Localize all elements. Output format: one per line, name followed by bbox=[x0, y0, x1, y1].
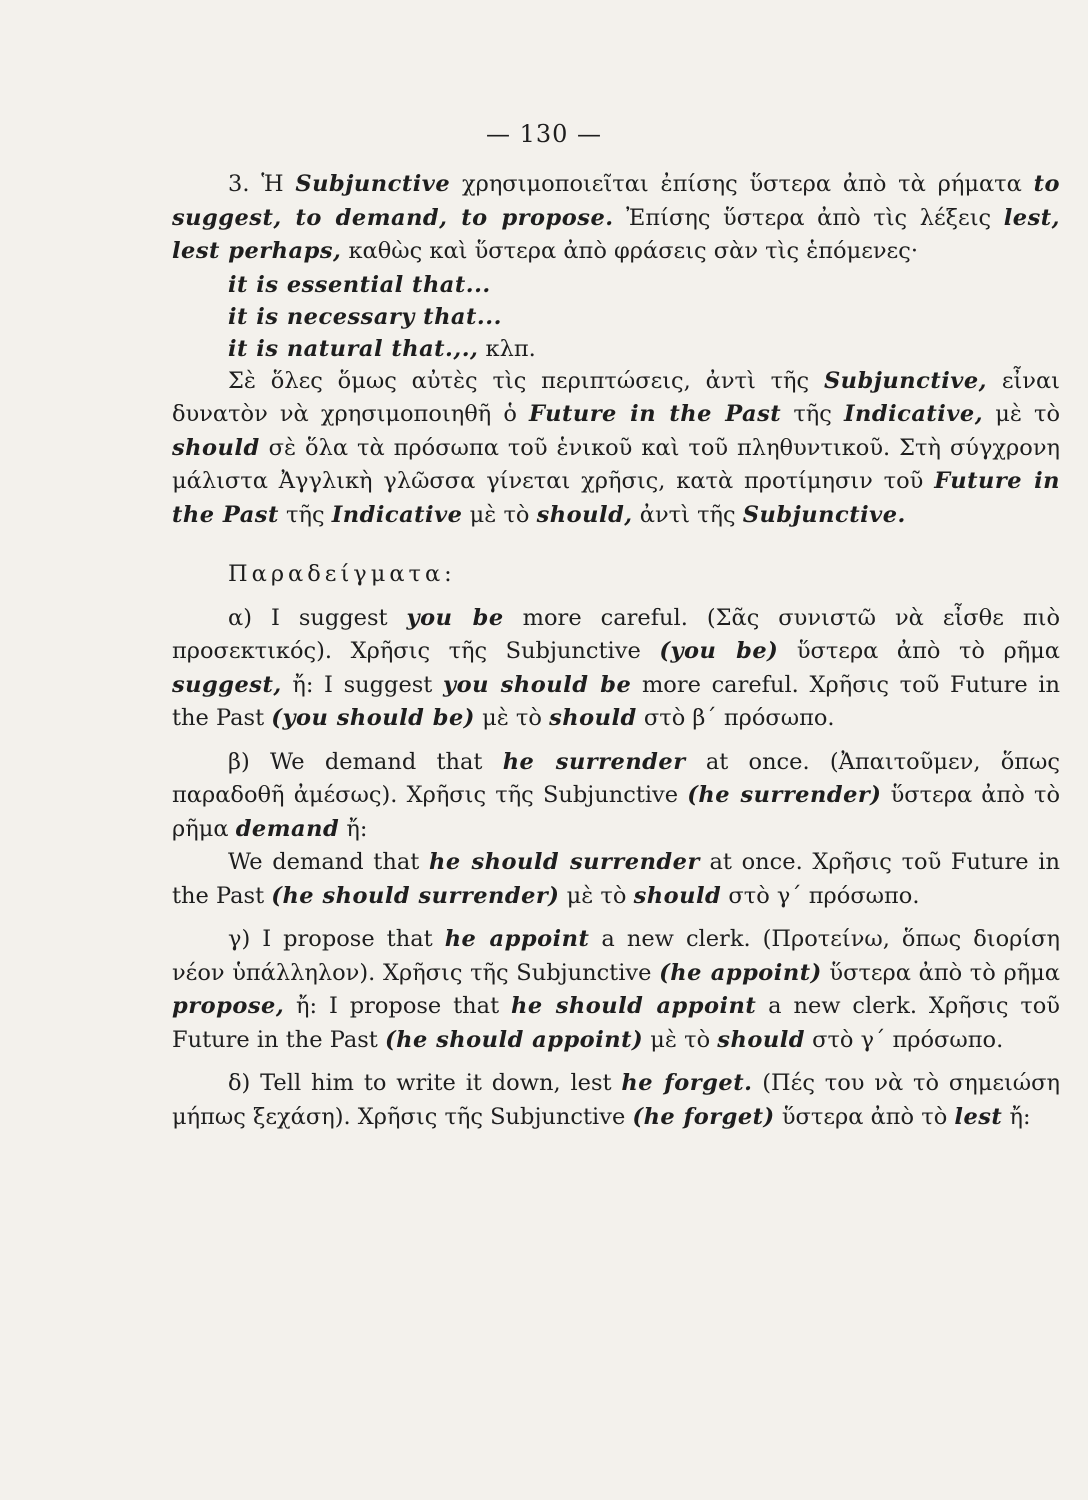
phrase-item: it is necessary that... bbox=[228, 303, 502, 330]
examples-heading: Παραδείγματα: bbox=[228, 561, 456, 587]
example-b: β) We demand that he surrender at once. (Ἀπαιτοῦμεν, ὅπως παραδοθῆ ἀμέσως). Χρῆσις τῆς Subjunctive (he surrender) ὕστερα ἀπὸ τὸ ρῆμα demand ἤ: bbox=[172, 748, 1061, 842]
example-a: α) I suggest you be more careful. (Σᾶς συνιστῶ νὰ εἶσθε πιὸ προσεκτικός). Χρῆσις τῆς Subjunctive (you be) ὕστερα ἀπὸ τὸ ρῆμα suggest, ἤ: I suggest you should be more careful. Χρῆσις τοῦ Future in the Past (you should be) μὲ τὸ should στὸ β΄ πρόσωπο. bbox=[172, 604, 1060, 731]
phrase-list bbox=[228, 269, 1060, 365]
phrase-item: it is essential that... bbox=[228, 271, 491, 298]
example-d: δ) Tell him to write it down, lest he forget. (Πές του νὰ τὸ σημειώση μήπως ξεχάση). Χρῆσις τῆς Subjunctive (he forget) ὕστερα ἀπὸ τὸ lest ἤ: bbox=[172, 1070, 1060, 1130]
page-number: — 130 — bbox=[485, 120, 603, 148]
section-3-paragraph: 3. Ἡ Subjunctive χρησιμοποιεῖται ἐπίσης ὕστερα ἀπὸ τὰ ρήματα to suggest, to demand, to propose. Ἐπίσης ὕστερα ἀπὸ τὶς λέξεις lest, lest perhaps, καθὼς καὶ ὕστερα ἀπὸ φράσεις σὰν τὶς ἑπόμενες· bbox=[172, 171, 1060, 264]
example-b-alternative: We demand that he should surrender at once. Χρῆσις τοῦ Future in the Past (he should surrender) μὲ τὸ should στὸ γ΄ πρόσωπο. bbox=[172, 849, 1060, 909]
example-c: γ) I propose that he appoint a new clerk. (Προτείνω, ὅπως διορίση νέον ὑπάλληλον). Χρῆσις τῆς Subjunctive (he appoint) ὕστερα ἀπὸ τὸ ρῆμα propose, ἤ: I propose that he should appoint a new clerk. Χρῆσις τοῦ Future in the Past (he should appoint) μὲ τὸ should στὸ γ΄ πρόσωπο. bbox=[172, 926, 1061, 1053]
phrase-item: it is natural that.,., κλπ. bbox=[228, 335, 536, 362]
page-content bbox=[172, 168, 1060, 1134]
usage-note-paragraph: Σὲ ὅλες ὅμως αὐτὲς τὶς περιπτώσεις, ἀντὶ τῆς Subjunctive, εἶναι δυνατὸν νὰ χρησιμοποιηθῆ ὁ Future in the Past τῆς Indicative, μὲ τὸ should σὲ ὅλα τὰ πρόσωπα τοῦ ἑνικοῦ καὶ τοῦ πληθυντικοῦ. Στὴ σύγχρονη μάλιστα Ἀγγλικὴ γλῶσσα γίνεται χρῆσις, κατὰ προτίμησιν τοῦ Future in the Past τῆς Indicative μὲ τὸ should, ἀντὶ τῆς Subjunctive. bbox=[172, 367, 1060, 528]
